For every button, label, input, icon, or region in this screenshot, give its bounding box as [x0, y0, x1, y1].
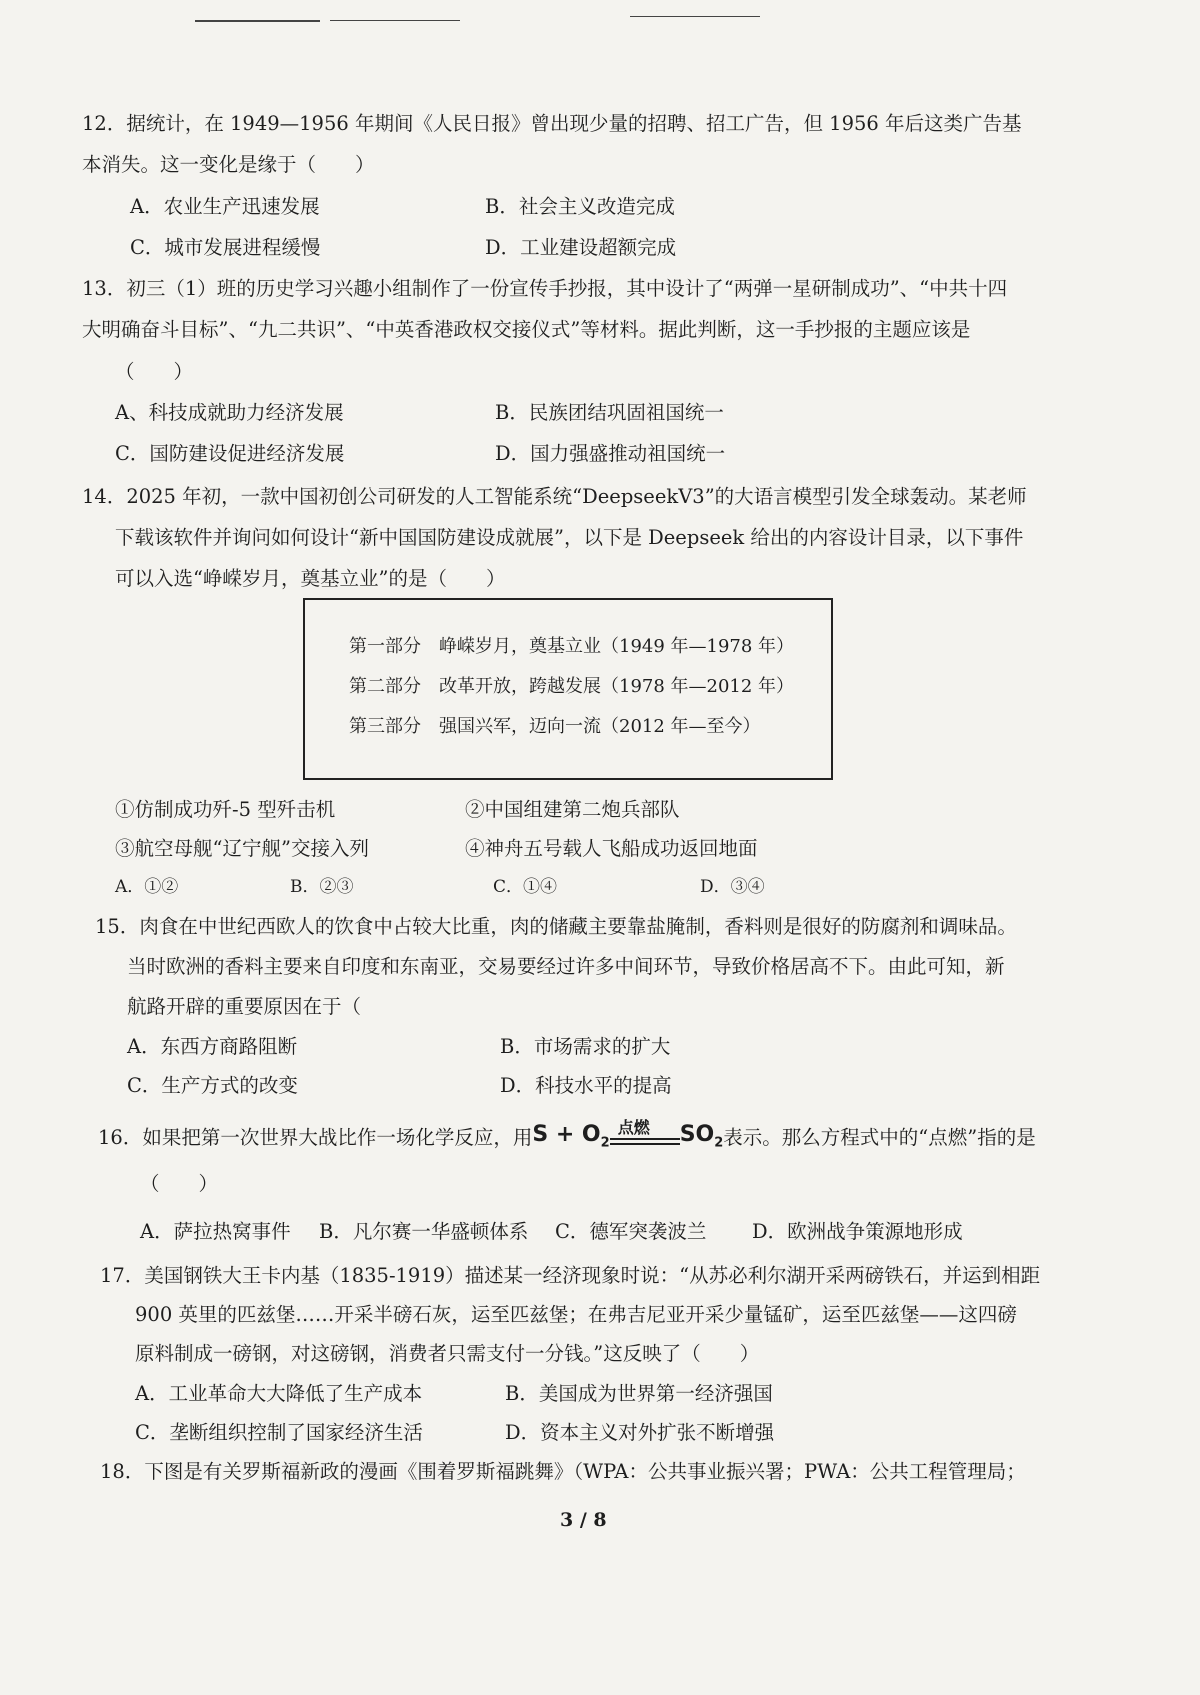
- q12-option-c: C．城市发展进程缓慢: [130, 236, 321, 259]
- q16-option-b: B．凡尔赛一华盛顿体系: [319, 1220, 529, 1243]
- scan-mark-mid: [330, 20, 460, 21]
- q15-option-b: B．市场需求的扩大: [500, 1035, 671, 1058]
- q12-stem-line2: 本消失。这一变化是缘于（ ）: [82, 153, 375, 176]
- q15-option-a: A．东西方商路阻断: [127, 1035, 298, 1058]
- q15-stem-line1: 15．肉食在中世纪西欧人的饮食中占较大比重，肉的储藏主要靠盐腌制，香料则是很好的防腐剂和调味品。: [95, 915, 1017, 938]
- q14-catalog-part1: 第一部分 峥嵘岁月，奠基立业（1949 年—1978 年）: [349, 636, 795, 657]
- q16-eq-product: SO: [679, 1122, 715, 1147]
- q16-stem-line2: （ ）: [140, 1172, 219, 1195]
- q16-eq-arrow: [610, 1120, 680, 1150]
- q14-item-2: ②中国组建第二炮兵部队: [465, 798, 680, 821]
- q14-option-c: C．①④: [493, 877, 558, 897]
- q13-option-b: B．民族团结巩固祖国统一: [495, 401, 724, 424]
- q13-option-a: A、科技成就助力经济发展: [115, 401, 344, 424]
- q17-stem-line1: 17．美国钢铁大王卡内基（1835-1919）描述某一经济现象时说：“从苏必利尔湖开采两磅铁石，并运到相距: [100, 1264, 1041, 1287]
- q16-stem-line1: [98, 1120, 1036, 1157]
- q13-option-c: C．国防建设促进经济发展: [115, 442, 345, 465]
- q15-option-d: D．科技水平的提高: [500, 1074, 672, 1097]
- q14-stem-line3: 可以入选“峥嵘岁月，奠基立业”的是（ ）: [115, 567, 506, 590]
- q12-option-b: B．社会主义改造完成: [485, 195, 675, 218]
- q12-option-d: D．工业建设超额完成: [485, 236, 677, 259]
- q17-option-d: D．资本主义对外扩张不断增强: [505, 1421, 775, 1444]
- q13-stem-line2: 大明确奋斗目标”、“九二共识”、“中英香港政权交接仪式”等材料。据此判断，这一手抄报的主题应该是: [82, 318, 971, 341]
- q16-option-a: A．萨拉热窝事件: [140, 1220, 291, 1243]
- q17-option-c: C．垄断组织控制了国家经济生活: [135, 1421, 423, 1444]
- q14-item-1: ①仿制成功歼-5 型歼击机: [115, 798, 336, 821]
- page-number: 3 / 8: [560, 1509, 607, 1531]
- q16-eq-sub-o2: 2: [600, 1135, 610, 1151]
- q15-option-c: C．生产方式的改变: [127, 1074, 298, 1097]
- q14-catalog-part3: 第三部分 强国兴军，迈向一流（2012 年—至今）: [349, 716, 761, 737]
- q13-option-d: D．国力强盛推动祖国统一: [495, 442, 726, 465]
- q15-stem-line2: 当时欧洲的香料主要来自印度和东南亚，交易要经过许多中间环节，导致价格居高不下。由此可知，新: [127, 955, 1005, 978]
- q14-stem-line1: 14．2025 年初，一款中国初创公司研发的人工智能系统“DeepseekV3”的大语言模型引发全球轰动。某老师: [82, 485, 1027, 508]
- q17-stem-line2: 900 英里的匹兹堡……开采半磅石灰，运至匹兹堡；在弗吉尼亚开采少量锰矿，运至匹兹堡——这四磅: [135, 1303, 1017, 1326]
- q12-stem-line1: 12．据统计，在 1949—1956 年期间《人民日报》曾出现少量的招聘、招工广告，但 1956 年后这类广告基: [82, 112, 1022, 135]
- q16-eq-sub-so2: 2: [714, 1135, 724, 1151]
- q14-option-b: B．②③: [290, 877, 354, 897]
- q17-stem-line3: 原料制成一磅钢，对这磅钢，消费者只需支付一分钱。”这反映了（ ）: [135, 1342, 760, 1365]
- q13-stem-line1: 13．初三（1）班的历史学习兴趣小组制作了一份宣传手抄报，其中设计了“两弹一星研制成功”、“中共十四: [82, 277, 1008, 300]
- q16-stem-pre: 16．如果把第一次世界大战比作一场化学反应，用: [98, 1126, 533, 1150]
- q16-option-c: C．德军突袭波兰: [555, 1220, 707, 1243]
- q14-option-d: D．③④: [700, 877, 765, 897]
- q14-item-3: ③航空母舰“辽宁舰”交接入列: [115, 837, 369, 860]
- q18-stem-line1: 18．下图是有关罗斯福新政的漫画《围着罗斯福跳舞》（WPA：公共事业振兴署；PWA：公共工程管理局；: [100, 1460, 1026, 1483]
- q16-eq-reactants: S + O: [532, 1122, 601, 1147]
- q14-option-a: A．①②: [115, 877, 179, 897]
- q16-option-d: D．欧洲战争策源地形成: [752, 1220, 963, 1243]
- scan-mark-right: [630, 16, 760, 17]
- q14-stem-line2: 下载该软件并询问如何设计“新中国国防建设成就展”，以下是 Deepseek 给出的内容设计目录，以下事件: [115, 526, 1024, 549]
- q16-equation: [532, 1120, 723, 1157]
- q15-stem-line3: 航路开辟的重要原因在于（: [127, 995, 362, 1018]
- q17-option-a: A．工业革命大大降低了生产成本: [135, 1382, 423, 1405]
- q14-catalog-box: [303, 598, 833, 780]
- q14-item-4: ④神舟五号载人飞船成功返回地面: [465, 837, 758, 860]
- scan-mark-left: [195, 20, 320, 22]
- q13-stem-line3: （ ）: [115, 360, 194, 383]
- q17-option-b: B．美国成为世界第一经济强国: [505, 1382, 773, 1405]
- q16-stem-post: 表示。那么方程式中的“点燃”指的是: [723, 1126, 1036, 1150]
- q12-option-a: A．农业生产迅速发展: [130, 195, 320, 218]
- q16-eq-condition: 点燃: [617, 1118, 650, 1137]
- q14-catalog-part2: 第二部分 改革开放，跨越发展（1978 年—2012 年）: [349, 676, 795, 697]
